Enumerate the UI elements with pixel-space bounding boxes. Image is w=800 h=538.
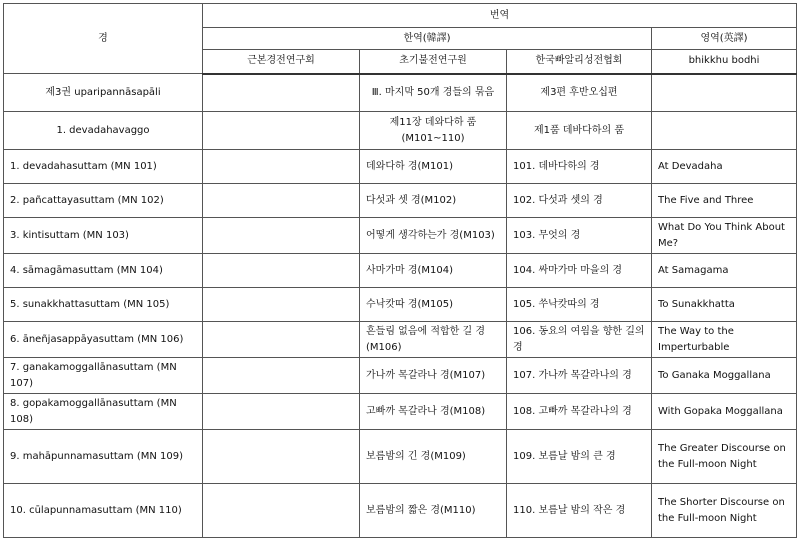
- section-org-1: [203, 74, 360, 112]
- scripture-cell: 3. kintisuttam (MN 103): [4, 218, 203, 254]
- org2-cell: 가나까 목갈라나 경(M107): [360, 358, 507, 394]
- org4-cell: The Way to the Imperturbable: [652, 322, 797, 358]
- translation-table: [3, 3, 797, 538]
- header-scripture: 경: [4, 4, 203, 74]
- table-row: [4, 218, 797, 254]
- table-row: [4, 430, 797, 484]
- section-org-3: 제1품 데바다하의 품: [507, 112, 652, 150]
- org1-cell: [203, 430, 360, 484]
- section-org-3: 제3편 후반오십편: [507, 74, 652, 112]
- org1-cell: [203, 184, 360, 218]
- scripture-cell: 4. sāmagāmasuttam (MN 104): [4, 254, 203, 288]
- header-org-1: 근본경전연구회: [203, 50, 360, 74]
- org4-cell: What Do You Think About Me?: [652, 218, 797, 254]
- org4-cell: The Greater Discourse on the Full-moon Night: [652, 430, 797, 484]
- header-org-4: bhikkhu bodhi: [652, 50, 797, 74]
- section-org-4: [652, 74, 797, 112]
- org1-cell: [203, 322, 360, 358]
- table-row: [4, 484, 797, 538]
- org2-cell: 사마가마 경(M104): [360, 254, 507, 288]
- scripture-cell: 2. pañcattayasuttam (MN 102): [4, 184, 203, 218]
- org2-cell: 흔들림 없음에 적합한 길 경(M106): [360, 322, 507, 358]
- table-row: [4, 184, 797, 218]
- header-org-2: 초기불전연구원: [360, 50, 507, 74]
- org4-cell: To Ganaka Moggallana: [652, 358, 797, 394]
- org1-cell: [203, 358, 360, 394]
- section-row: [4, 74, 797, 112]
- scripture-cell: 7. ganakamoggallānasuttam (MN 107): [4, 358, 203, 394]
- org1-cell: [203, 394, 360, 430]
- scripture-cell: 5. sunakkhattasuttam (MN 105): [4, 288, 203, 322]
- table-row: [4, 150, 797, 184]
- section-org-1: [203, 112, 360, 150]
- org1-cell: [203, 484, 360, 538]
- section-org-2: Ⅲ. 마지막 50개 경들의 묶음: [360, 74, 507, 112]
- org3-cell: 109. 보름날 밤의 큰 경: [507, 430, 652, 484]
- org1-cell: [203, 288, 360, 322]
- org4-cell: To Sunakkhatta: [652, 288, 797, 322]
- org2-cell: 수낙캇따 경(M105): [360, 288, 507, 322]
- section-scripture: 제3권 uparipannāsapāli: [4, 74, 203, 112]
- org3-cell: 101. 데바다하의 경: [507, 150, 652, 184]
- org2-cell: 보름밤의 긴 경(M109): [360, 430, 507, 484]
- scripture-cell: 9. mahāpunnamasuttam (MN 109): [4, 430, 203, 484]
- scripture-cell: 8. gopakamoggallānasuttam (MN 108): [4, 394, 203, 430]
- org3-cell: 110. 보름날 밤의 작은 경: [507, 484, 652, 538]
- org2-cell: 보름밤의 짧은 경(M110): [360, 484, 507, 538]
- org2-cell: 어떻게 생각하는가 경(M103): [360, 218, 507, 254]
- header-translation: 번역: [203, 4, 797, 28]
- org3-cell: 102. 다섯과 셋의 경: [507, 184, 652, 218]
- section-org-2: 제11장 데와다하 품 (M101~110): [360, 112, 507, 150]
- section-row: [4, 112, 797, 150]
- section-org-4: [652, 112, 797, 150]
- org1-cell: [203, 150, 360, 184]
- org4-cell: With Gopaka Moggallana: [652, 394, 797, 430]
- table-row: [4, 394, 797, 430]
- org3-cell: 107. 가나까 목갈라나의 경: [507, 358, 652, 394]
- org4-cell: The Shorter Discourse on the Full-moon Night: [652, 484, 797, 538]
- header-korean-translation: 한역(韓譯): [203, 28, 652, 50]
- org3-cell: 108. 고빠까 목갈라나의 경: [507, 394, 652, 430]
- scripture-cell: 6. āneñjasappāyasuttam (MN 106): [4, 322, 203, 358]
- org4-cell: At Samagama: [652, 254, 797, 288]
- org4-cell: The Five and Three: [652, 184, 797, 218]
- org3-cell: 104. 싸마가마 마을의 경: [507, 254, 652, 288]
- scripture-cell: 1. devadahasuttam (MN 101): [4, 150, 203, 184]
- table-row: [4, 288, 797, 322]
- org3-cell: 106. 동요의 여읨을 향한 길의 경: [507, 322, 652, 358]
- org2-cell: 데와다하 경(M101): [360, 150, 507, 184]
- header-org-3: 한국빠알리성전협회: [507, 50, 652, 74]
- org1-cell: [203, 218, 360, 254]
- org3-cell: 105. 쑤낙캇따의 경: [507, 288, 652, 322]
- table-row: [4, 322, 797, 358]
- table-row: [4, 254, 797, 288]
- org1-cell: [203, 254, 360, 288]
- org4-cell: At Devadaha: [652, 150, 797, 184]
- table-row: [4, 358, 797, 394]
- org3-cell: 103. 무엇의 경: [507, 218, 652, 254]
- scripture-cell: 10. cūlapunnamasuttam (MN 110): [4, 484, 203, 538]
- org2-cell: 고빠까 목갈라나 경(M108): [360, 394, 507, 430]
- org2-cell: 다섯과 셋 경(M102): [360, 184, 507, 218]
- header-english-translation: 영역(英譯): [652, 28, 797, 50]
- section-scripture: 1. devadahavaggo: [4, 112, 203, 150]
